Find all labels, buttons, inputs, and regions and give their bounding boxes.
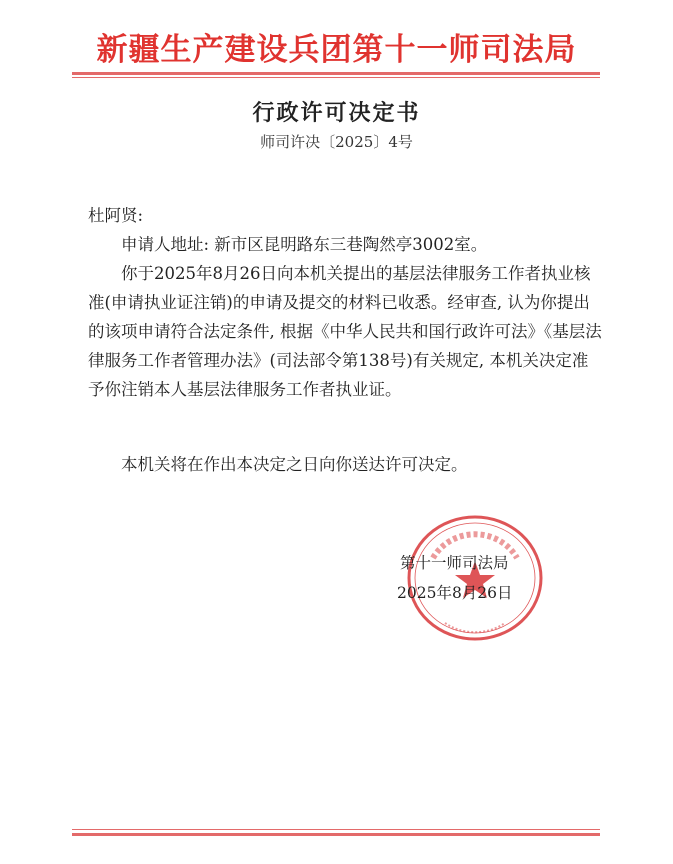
delivery-paragraph: 本机关将在作出本决定之日向你送达许可决定。 xyxy=(121,455,468,474)
signing-organization: 第十一师司法局 xyxy=(400,554,509,572)
decision-paragraph: 你于2025年8月26日向本机关提出的基层法律服务工作者执业核准(申请执业证注销)的申请及提交的材料已收悉。经审查, 认为你提出的该项申请符合法定条件, 根据《中华人民共和国行政许可法》《基层法律服务工作者管理办法》(司法部令第138号)有关规定, 本机关决定准予你注销本人基层法律服务工作者执业证。 xyxy=(88,264,602,399)
issuing-organization-header: 新疆生产建设兵团第十一师司法局 xyxy=(96,32,577,68)
document-number: 师司许决〔2025〕4号 xyxy=(260,133,413,151)
salutation: 杜阿贤: xyxy=(88,206,144,225)
applicant-address-paragraph: 申请人地址: 新市区昆明路东三巷陶然亭3002室。 xyxy=(121,235,488,254)
document-title: 行政许可决定书 xyxy=(252,100,421,126)
footer-divider-thick xyxy=(72,833,600,836)
signing-date: 2025年8月26日 xyxy=(397,584,513,602)
header-divider-thin xyxy=(72,77,600,78)
header-divider-thick xyxy=(72,72,600,75)
official-seal-icon xyxy=(405,513,545,643)
footer-divider-thin xyxy=(72,829,600,830)
